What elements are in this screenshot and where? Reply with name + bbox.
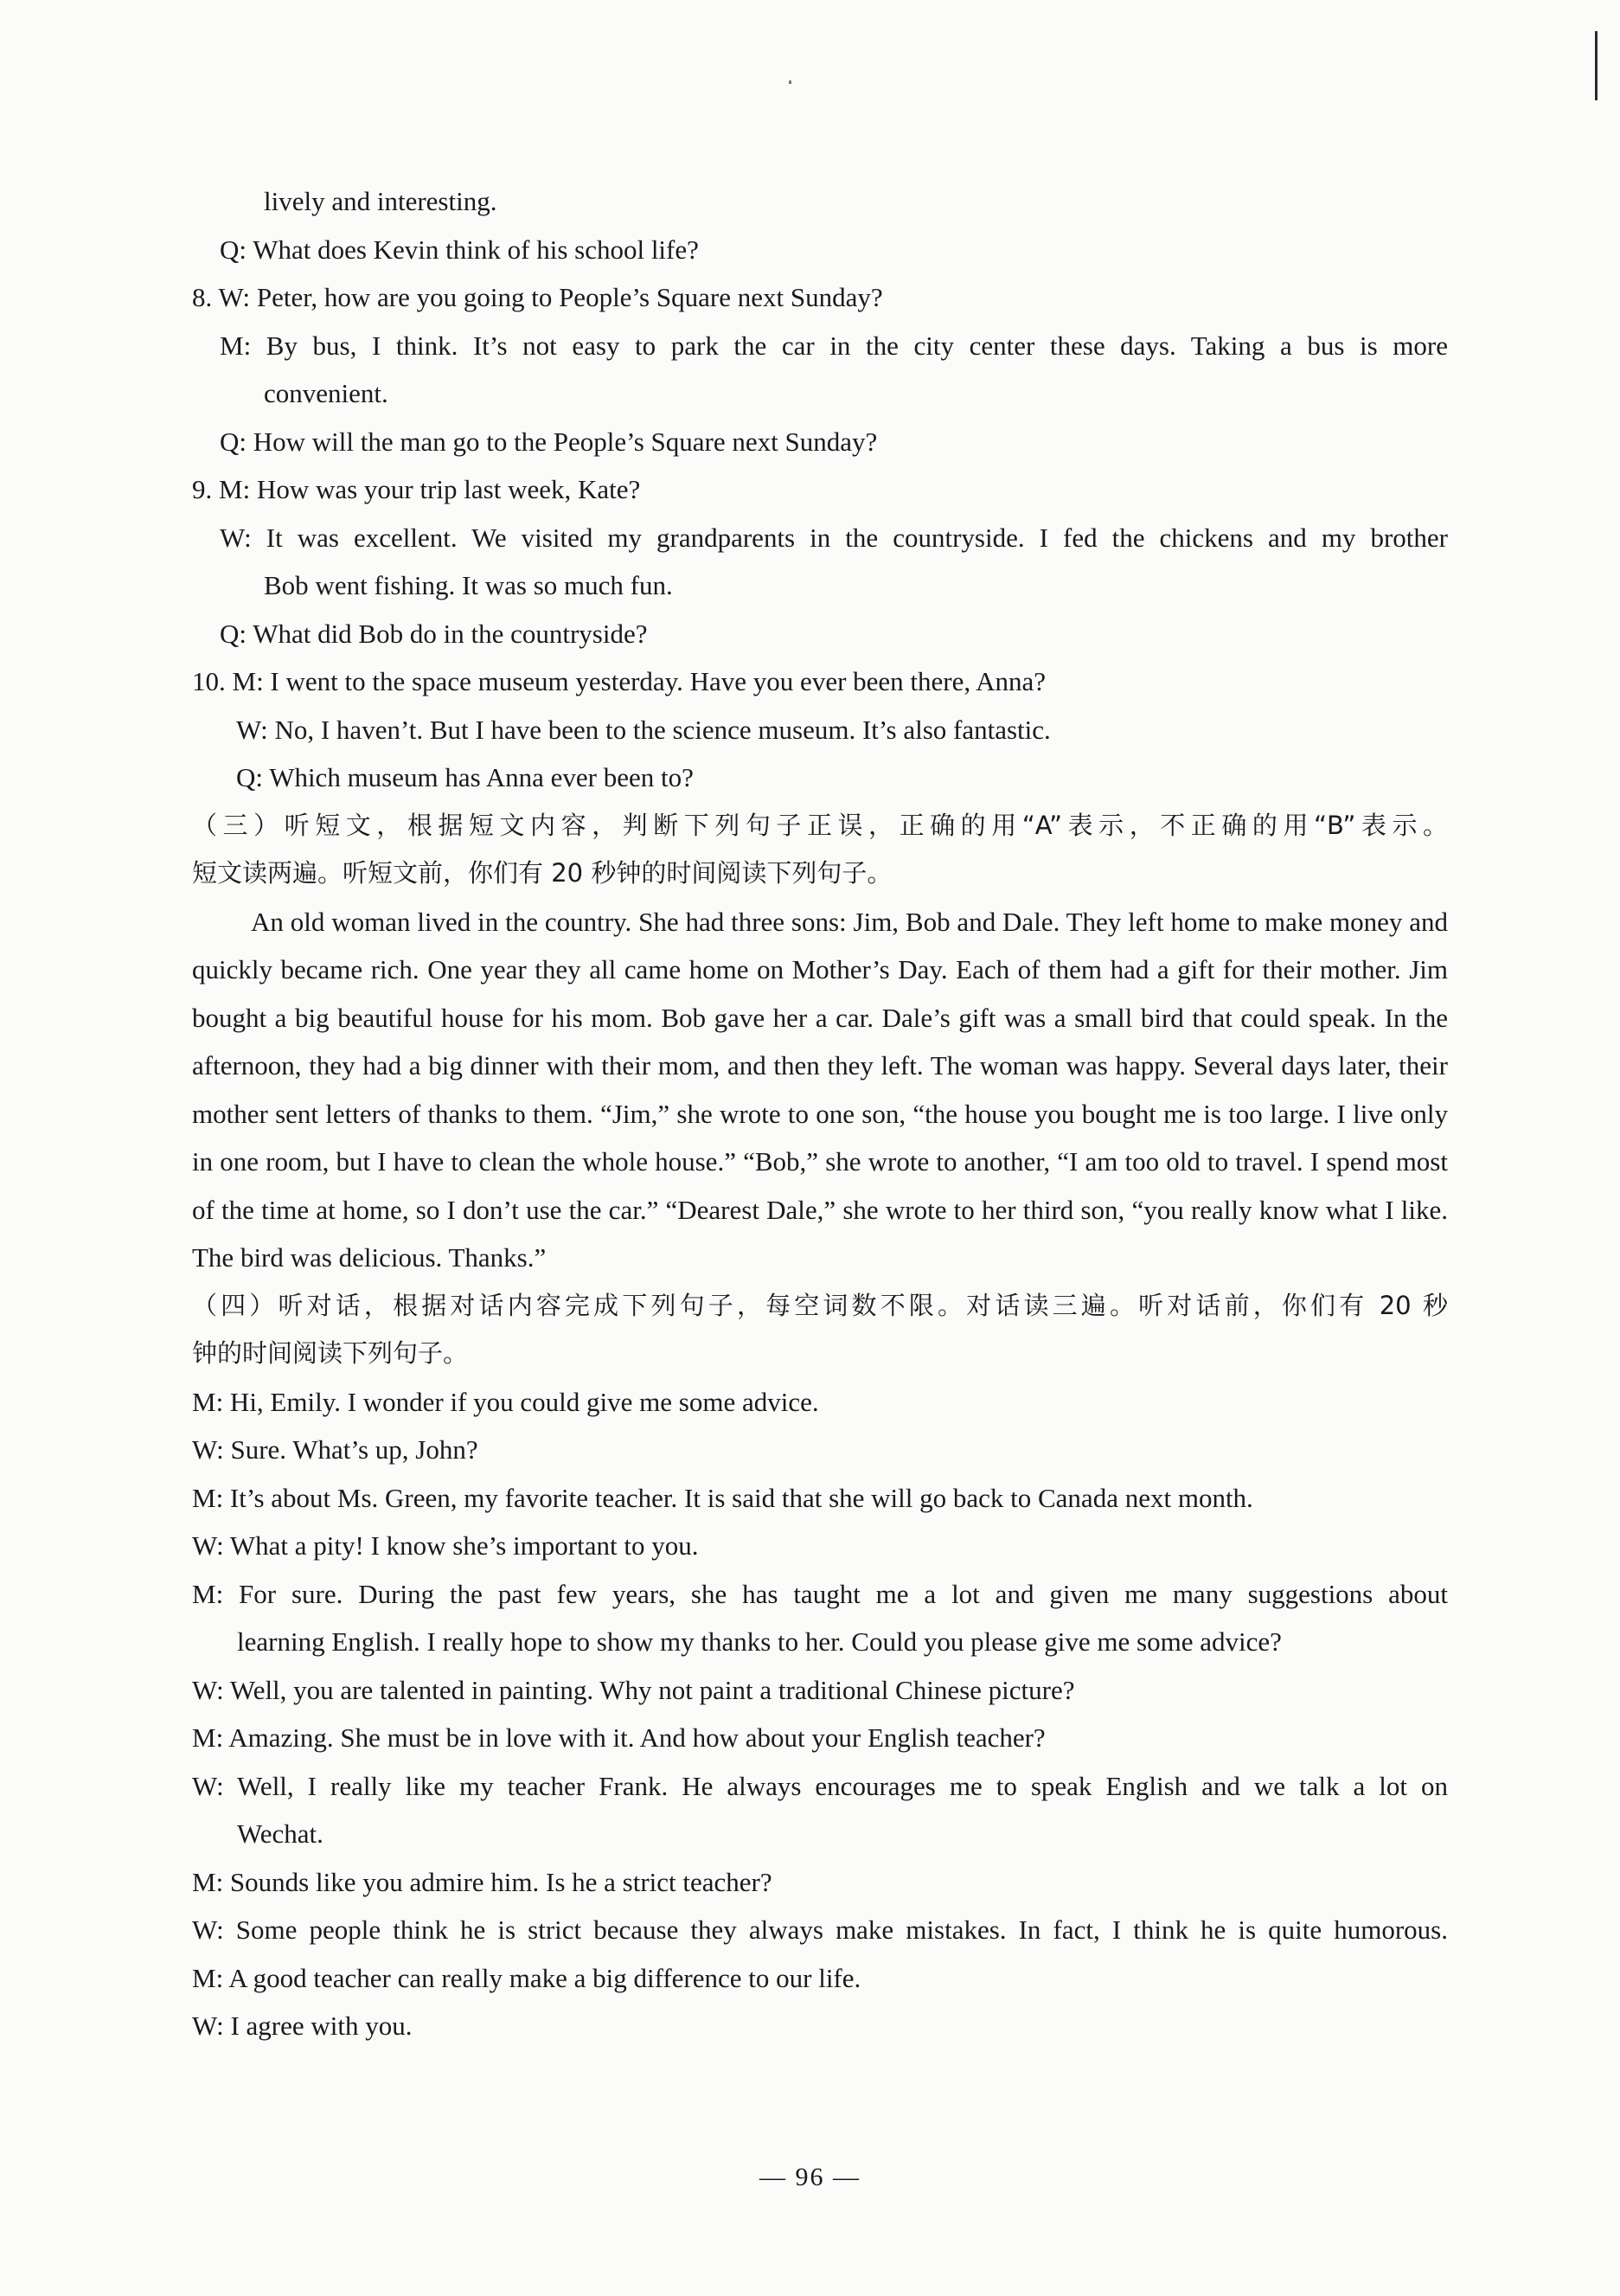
- dialogue-line: M: By bus, I think. It’s not easy to park the car in the city center these days. Taking a bus is more: [220, 330, 1448, 361]
- dialogue-line: M: Hi, Emily. I wonder if you could give me some advice.: [192, 1386, 819, 1417]
- section-4-instruction: （四）听对话，根据对话内容完成下列句子，每空词数不限。对话读三遍。听对话前，你们有 20 秒: [192, 1290, 1448, 1320]
- page-content: [192, 177, 1448, 2050]
- dialogue-line: W: It was excellent. We visited my grandparents in the countryside. I fed the chickens and my brother: [220, 522, 1448, 553]
- dialogue-item-10: 10. M: I went to the space museum yesterday. Have you ever been there, Anna?: [192, 666, 1047, 696]
- dialogue-item-9: 9. M: How was your trip last week, Kate?: [192, 474, 641, 504]
- dialogue-line: W: Well, you are talented in painting. Why not paint a traditional Chinese picture?: [192, 1674, 1075, 1705]
- page-edge-line: [1595, 31, 1598, 100]
- section-3-passage: An old woman lived in the country. She had three sons: Jim, Bob and Dale. They left home to make money and quickly became rich. One year they all came home on Mother’s Day. Each of them had a gift for their mother. Jim bought a big beautiful house for his mom. Bob gave her a car. Dale’s gift was a small bird that could speak. In the afternoon, they had a big dinner with their mom, and then they left. The woman was happy. Several days later, their mother sent letters of thanks to them. “Jim,” she wrote to one son, “the house you bought me is too large. I live only in one room, but I have to clean the whole house.” “Bob,” she wrote to another, “I am too old to travel. I spend most of the time at home, so I don’t use the car.” “Dearest Dale,” she wrote to her third son, “you really know what I like. The bird was delicious. Thanks.”: [192, 906, 1448, 1273]
- section-3-instruction-cont: 短文读两遍。听短文前，你们有 20 秒钟的时间阅读下列句子。: [192, 858, 893, 888]
- question-line: Q: What does Kevin think of his school life?: [220, 234, 699, 265]
- question-line: Q: What did Bob do in the countryside?: [220, 618, 648, 649]
- dialogue-line: M: Amazing. She must be in love with it. And how about your English teacher?: [192, 1722, 1046, 1753]
- dialogue-line: W: I agree with you.: [192, 2011, 413, 2041]
- dialogue-line: W: Some people think he is strict because they always make mistakes. In fact, I think he is quite humorous.: [192, 1914, 1448, 1945]
- dialogue-line-continuation: convenient.: [264, 378, 388, 408]
- dialogue-line: W: No, I haven’t. But I have been to the science museum. It’s also fantastic.: [236, 714, 1051, 745]
- dialogue-line: W: Well, I really like my teacher Frank. He always encourages me to speak English and we talk a lot on: [192, 1770, 1448, 1801]
- dialogue-line: M: Sounds like you admire him. Is he a strict teacher?: [192, 1866, 772, 1897]
- page-number: — 96 —: [759, 2163, 861, 2191]
- dialogue-item-8: 8. W: Peter, how are you going to People’s Square next Sunday?: [192, 282, 883, 312]
- dialogue-line: W: Sure. What’s up, John?: [192, 1434, 478, 1465]
- dialogue-line: W: What a pity! I know she’s important to you.: [192, 1530, 699, 1561]
- text-line: lively and interesting.: [264, 186, 497, 216]
- question-line: Q: How will the man go to the People’s Square next Sunday?: [220, 426, 878, 457]
- dialogue-line: M: For sure. During the past few years, she has taught me a lot and given me many suggestions about: [192, 1578, 1448, 1609]
- section-4-instruction-cont: 钟的时间阅读下列句子。: [192, 1338, 469, 1368]
- dialogue-line: M: It’s about Ms. Green, my favorite teacher. It is said that she will go back to Canada next month.: [192, 1482, 1253, 1513]
- scan-speck: [789, 80, 791, 84]
- question-line: Q: Which museum has Anna ever been to?: [236, 762, 694, 792]
- section-3-instruction: （三）听短文，根据短文内容，判断下列句子正误，正确的用“A”表示，不正确的用“B”表示。: [192, 810, 1448, 840]
- dialogue-line: M: A good teacher can really make a big difference to our life.: [192, 1962, 861, 1993]
- dialogue-line-continuation: Bob went fishing. It was so much fun.: [264, 570, 673, 600]
- dialogue-line-continuation: learning English. I really hope to show my thanks to her. Could you please give me some advice?: [237, 1626, 1282, 1657]
- dialogue-line-continuation: Wechat.: [237, 1818, 323, 1849]
